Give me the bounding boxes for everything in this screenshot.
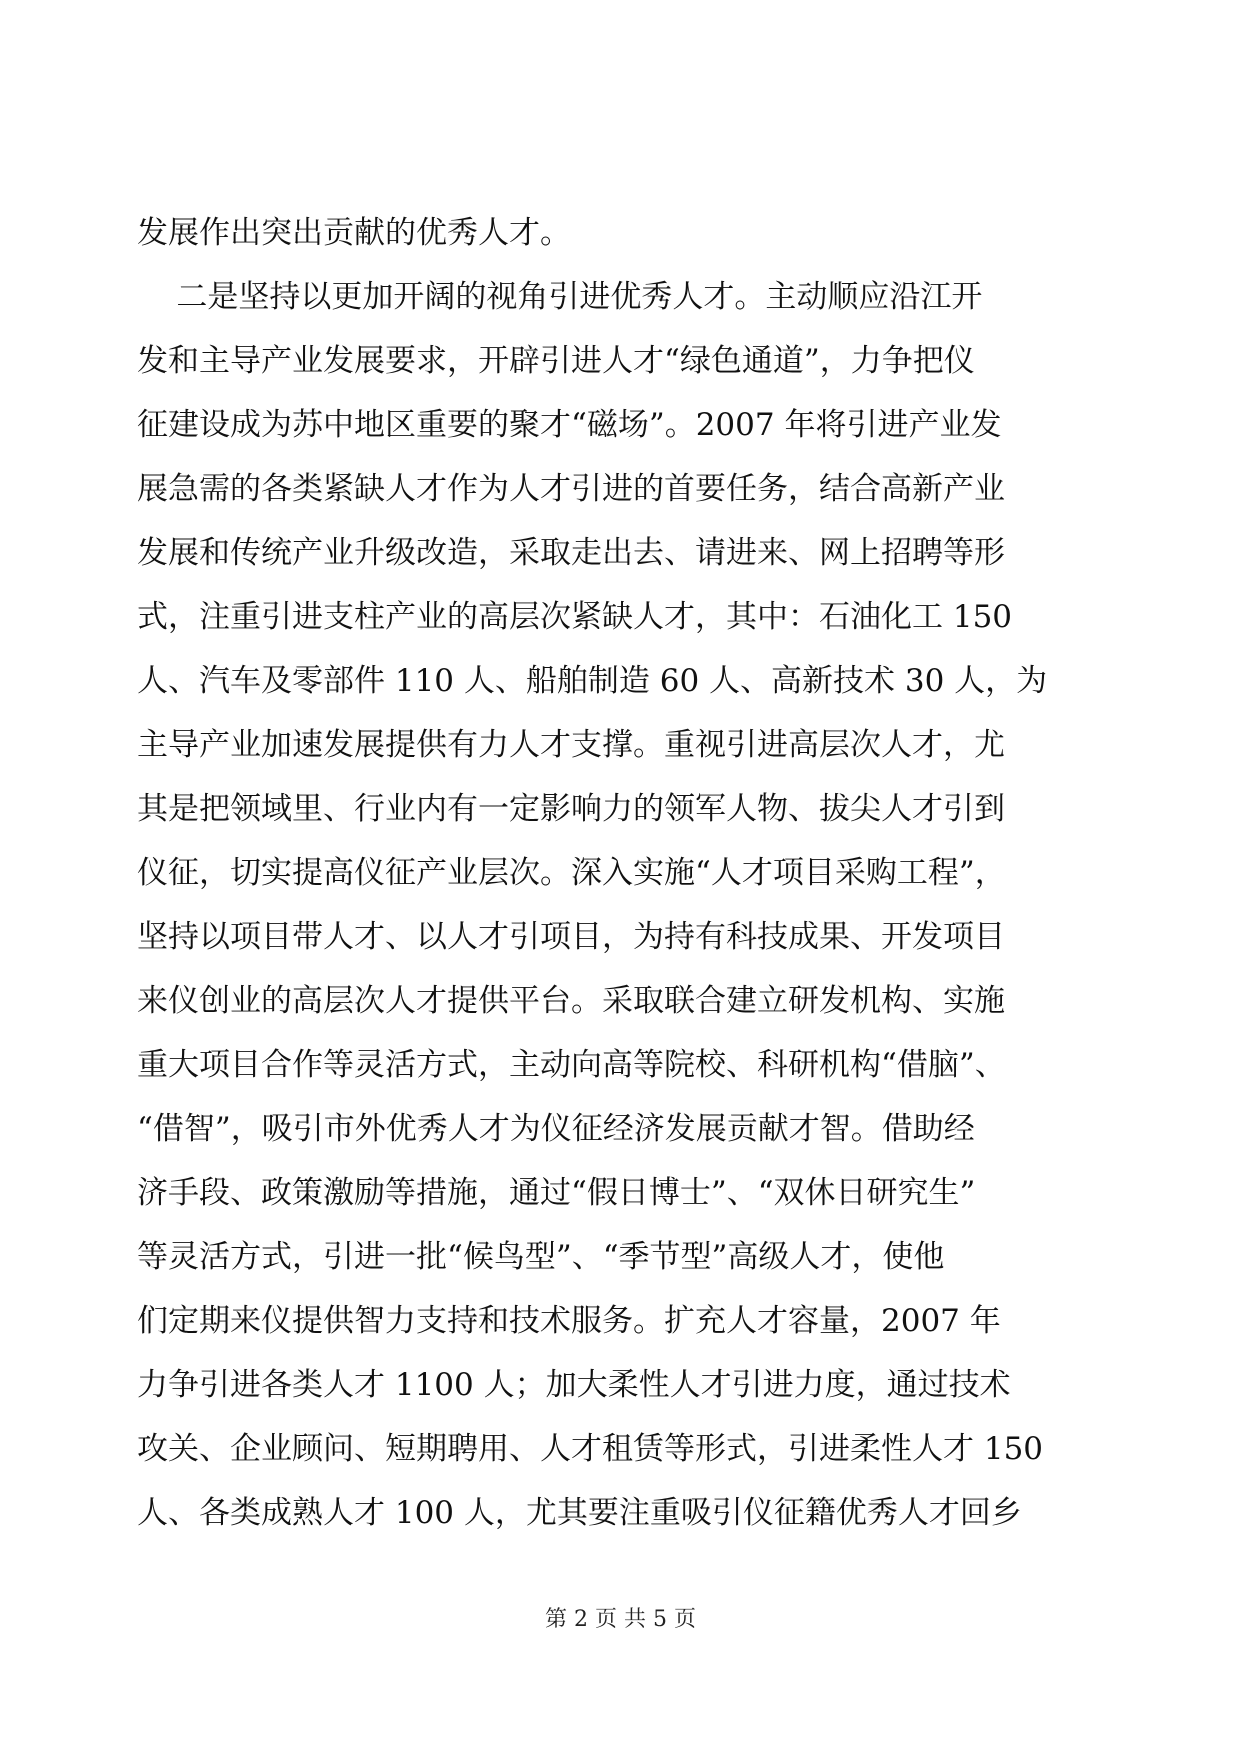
body-line: 仪征，切实提高仪征产业层次。深入实施“人才项目采购工程”， xyxy=(137,855,1006,891)
page-number-footer: 第 2 页 共 5 页 xyxy=(545,1607,696,1632)
body-line: 主导产业加速发展提供有力人才支撑。重视引进高层次人才，尤 xyxy=(137,727,1005,763)
body-line: 发展和传统产业升级改造，采取走出去、请进来、网上招聘等形 xyxy=(137,535,1005,571)
body-line: 重大项目合作等灵活方式，主动向高等院校、科研机构“借脑”、 xyxy=(137,1047,1006,1083)
body-line: “借智”，吸引市外优秀人才为仪征经济发展贡献才智。借助经 xyxy=(137,1111,975,1147)
body-line: 发展作出突出贡献的优秀人才。 xyxy=(137,215,571,251)
body-line: 发和主导产业发展要求，开辟引进人才“绿色通道”，力争把仪 xyxy=(137,343,975,379)
body-line: 人、各类成熟人才 100 人，尤其要注重吸引仪征籍优秀人才回乡 xyxy=(137,1495,1022,1531)
body-line: 攻关、企业顾问、短期聘用、人才租赁等形式，引进柔性人才 150 xyxy=(137,1431,1044,1467)
body-line: 其是把领域里、行业内有一定影响力的领军人物、拔尖人才引到 xyxy=(137,791,1005,827)
body-line: 等灵活方式，引进一批“候鸟型”、“季节型”高级人才，使他 xyxy=(137,1239,945,1275)
body-line: 二是坚持以更加开阔的视角引进优秀人才。主动顺应沿江开 xyxy=(137,279,983,315)
body-line: 式，注重引进支柱产业的高层次紧缺人才，其中：石油化工 150 xyxy=(137,599,1013,635)
body-line: 人、汽车及零部件 110 人、船舶制造 60 人、高新技术 30 人，为 xyxy=(137,663,1048,699)
body-line: 济手段、政策激励等措施，通过“假日博士”、“双休日研究生” xyxy=(137,1175,976,1211)
body-line: 力争引进各类人才 1100 人；加大柔性人才引进力度，通过技术 xyxy=(137,1367,1011,1403)
body-line: 征建设成为苏中地区重要的聚才“磁场”。2007 年将引进产业发 xyxy=(137,407,1002,443)
body-line: 来仪创业的高层次人才提供平台。采取联合建立研发机构、实施 xyxy=(137,983,1005,1019)
body-line: 坚持以项目带人才、以人才引项目，为持有科技成果、开发项目 xyxy=(137,919,1005,955)
body-line: 们定期来仪提供智力支持和技术服务。扩充人才容量，2007 年 xyxy=(137,1303,1001,1339)
body-line: 展急需的各类紧缺人才作为人才引进的首要任务，结合高新产业 xyxy=(137,471,1005,507)
